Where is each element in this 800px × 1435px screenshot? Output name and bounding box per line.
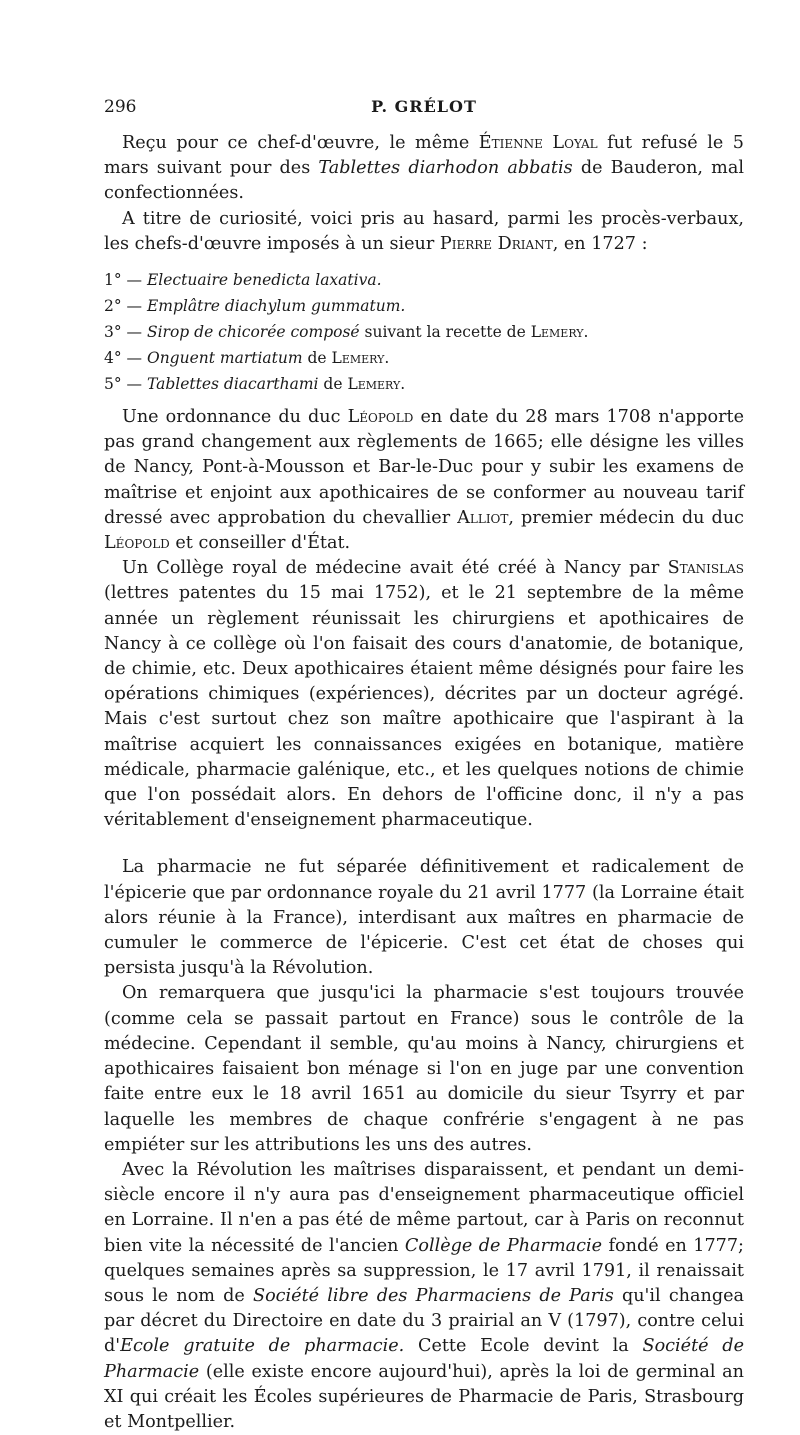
paragraph-1: Reçu pour ce chef-d'œuvre, le même Étienne Loyal fut refusé le 5 mars suivant pour des Tablettes diarhodon abbatis de Bauderon, mal confectionnées. bbox=[104, 133, 744, 204]
person-name: Étienne Loyal bbox=[478, 133, 598, 153]
list-item: 2° — Emplâtre diachylum gummatum. bbox=[104, 297, 406, 316]
paragraph-5: La pharmacie ne fut séparée définitivement et radicalement de l'épicerie que par ordonnance royale du 21 avril 1777 (la Lorraine était alors réunie à la France), interdisant aux maîtres en pharmacie de cumuler le commerce de l'épicerie. C'est cet état de choses qui persista jusqu'à la Révolution. bbox=[104, 857, 744, 979]
paragraph-2: A titre de curiosité, voici pris au hasard, parmi les procès-verbaux, les chefs-d'œuvre imposés à un sieur Pierre Driant, en 1727 : bbox=[104, 208, 744, 254]
list-item: 5° — Tablettes diacarthami de Lemery. bbox=[104, 375, 406, 394]
page-number: 296 bbox=[104, 97, 137, 117]
list-item: 4° — Onguent martiatum de Lemery. bbox=[104, 349, 390, 368]
running-head: P. GRÉLOT bbox=[371, 97, 477, 116]
list-item: 3° — Sirop de chicorée composé suivant la recette de Lemery. bbox=[104, 323, 589, 342]
person-name: Pierre Driant bbox=[439, 233, 553, 254]
paragraph-3: Une ordonnance du duc Léopold en date du 28 mars 1708 n'apporte pas grand changement aux règlements de 1665; elle désigne les villes de Nancy, Pont-à-Mousson et Bar-le-Duc pour y subir les examens de maîtrise et enjoint aux apothicaires de se conformer au nouveau tarif dressé avec approbation du chevallier Alliot, premier médecin du duc Léopold et conseiller d'État. bbox=[104, 407, 744, 554]
paragraph-gap bbox=[104, 833, 744, 855]
page-header bbox=[104, 97, 744, 121]
chef-doeuvre-list bbox=[104, 267, 744, 397]
paragraph-7: Avec la Révolution les maîtrises disparaissent, et pendant un demi-siècle encore il n'y aura pas d'enseignement pharmaceutique officiel en Lorraine. Il n'en a pas été de même partout, car à Paris on reconnut bien vite la nécessité de l'ancien Collège de Pharmacie fondé en 1777; quelques semaines après sa suppression, le 17 avril 1791, il renaissait sous le nom de Société libre des Pharmaciens de Paris qu'il changea par décret du Directoire en date du 3 prairial an V (1797), contre celui d'Ecole gratuite de pharmacie. Cette Ecole devint la Société de Pharmacie (elle existe encore aujourd'hui), après la loi de germinal an XI qui créait les Écoles supérieures de Pharmacie de Paris, Strasbourg et Montpellier. bbox=[104, 1159, 744, 1432]
paragraph-4: Un Collège royal de médecine avait été créé à Nancy par Stanislas (lettres patentes du 15 mai 1752), et le 21 septembre de la même année un règlement réunissait les chirurgiens et apothicaires de Nancy à ce collège où l'on faisait des cours d'anatomie, de botanique, de chimie, etc. Deux apothicaires étaient même désignés pour faire les opérations chimiques (expériences), décrites par un docteur agrégé. Mais c'est surtout chez son maître apothicaire que l'aspirant à la maîtrise acquiert les connaissances exigées en botanique, matière médicale, pharmacie galénique, etc., et les quelques notions de chimie que l'on possédait alors. En dehors de l'officine donc, il n'y a pas véritablement d'enseignement pharmaceutique. bbox=[104, 558, 744, 831]
body-text bbox=[104, 131, 744, 1435]
work-title: Tablettes diarhodon abbatis bbox=[318, 158, 573, 179]
list-item: 1° — Electuaire benedicta laxativa. bbox=[104, 271, 382, 290]
paragraph-6: On remarquera que jusqu'ici la pharmacie s'est toujours trouvée (comme cela se passait partout en France) sous le contrôle de la médecine. Cependant il semble, qu'au moins à Nancy, chirurgiens et apothicaires faisaient bon ménage si l'on en juge par une convention faite entre eux le 18 avril 1651 au domicile du sieur Tsyrry et par laquelle les membres de chaque confrérie s'engagent à ne pas empiéter sur les attributions les uns des autres. bbox=[104, 983, 744, 1155]
